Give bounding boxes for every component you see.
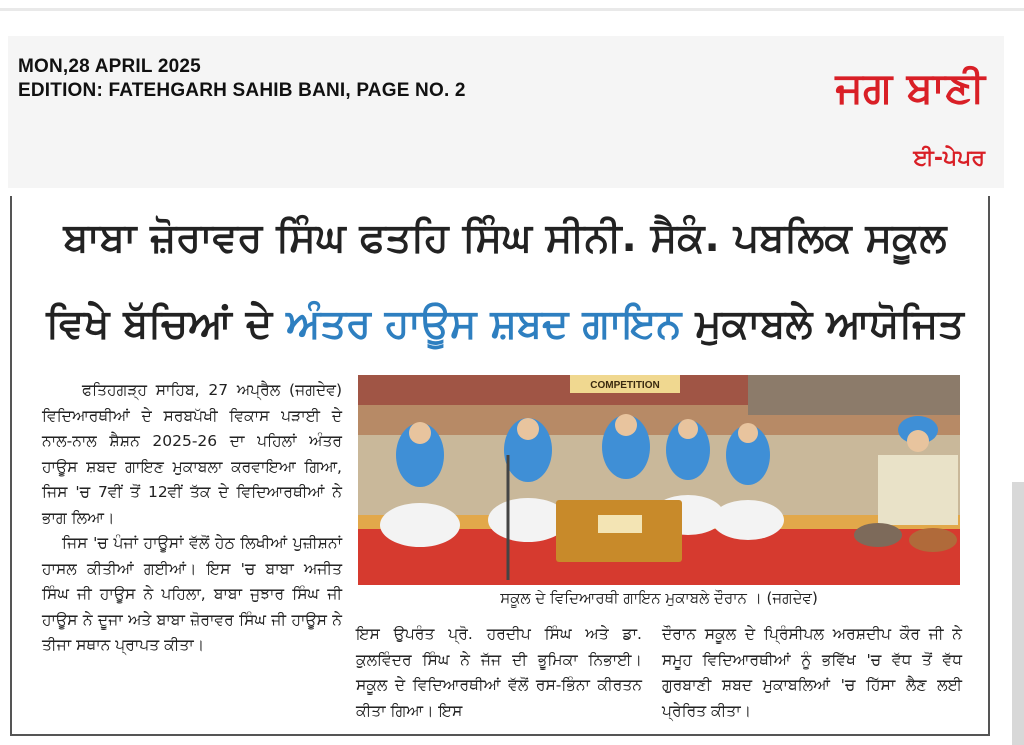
photo-caption: ਸਕੂਲ ਦੇ ਵਿਦਿਆਰਥੀ ਗਾਇਨ ਮੁਕਾਬਲੇ ਦੌਰਾਨ । (ਜਗਦੇਵ) (500, 589, 818, 607)
headline-line-1: ਬਾਬਾ ਜ਼ੋਰਾਵਰ ਸਿੰਘ ਫਤਹਿ ਸਿੰਘ ਸੀਨੀ. ਸੈਕੰ. ਪਬਲਿਕ ਸਕੂਲ (63, 215, 947, 261)
clipping-border-bottom (10, 734, 990, 736)
scrollbar-track[interactable] (1012, 482, 1024, 745)
clipping-border-left (10, 196, 12, 736)
newspaper-logo-subtitle: ਈ-ਪੇਪਰ (913, 146, 985, 171)
photo-sign-text: COMPETITION (590, 380, 660, 391)
column-2-paragraph: ਇਸ ਉਪਰੰਤ ਪ੍ਰੋ. ਹਰਦੀਪ ਸਿੰਘ ਅਤੇ ਡਾ. ਕੁਲਵਿੰਦਰ ਸਿੰਘ ਨੇ ਜੱਜ ਦੀ ਭੂਮਿਕਾ ਨਿਭਾਈ। ਸਕੂਲ ਦੇ ਵਿਦਿਆਰਥੀਆਂ ਵੱਲੋਂ ਰਸ-ਭਿੰਨਾ ਕੀਰਤਨ ਕੀਤਾ ਗਿਆ। ਇਸ (356, 625, 642, 720)
students-singing-photo (358, 375, 960, 585)
headline-accent: ਅੰਤਰ ਹਾਊਸ ਸ਼ਬਦ ਗਾਇਨ (286, 301, 682, 347)
article-photo (358, 375, 960, 585)
headline-line-2-start: ਵਿਖੇ ਬੱਚਿਆਂ ਦੇ (46, 301, 287, 347)
article-column-3 (662, 622, 962, 724)
column-1-paragraph-1: ਫਤਿਹਗੜ੍ਹ ਸਾਹਿਬ, 27 ਅਪ੍ਰੈਲ (ਜਗਦੇਵ) ਵਿਦਿਆਰਥੀਆਂ ਦੇ ਸਰਬਪੱਖੀ ਵਿਕਾਸ ਪੜਾਈ ਦੇ ਨਾਲ-ਨਾਲ ਸ਼ੈਸ਼ਨ 2025-26 ਦਾ ਪਹਿਲਾਂ ਅੰਤਰ ਹਾਊਸ ਸ਼ਬਦ ਗਾਇਣ ਮੁਕਾਬਲਾ ਕਰਵਾਇਆ ਗਿਆ, ਜਿਸ 'ਚ 7ਵੀਂ ਤੋਂ 12ਵੀਂ ਤੱਕ ਦੇ ਵਿਦਿਆਰਥੀਆਂ ਨੇ ਭਾਗ ਲਿਆ। (42, 381, 342, 527)
article-column-2 (356, 622, 642, 724)
column-1-paragraph-2: ਜਿਸ 'ਚ ਪੰਜਾਂ ਹਾਊਸਾਂ ਵੱਲੋਂ ਹੇਠ ਲਿਖੀਆਂ ਪੁਜ਼ੀਸ਼ਨਾਂ ਹਾਸਲ ਕੀਤੀਆਂ ਗਈਆਂ। ਇਸ 'ਚ ਬਾਬਾ ਅਜੀਤ ਸਿੰਘ ਜੀ ਹਾਊਸ ਨੇ ਪਹਿਲਾ, ਬਾਬਾ ਜੁਝਾਰ ਸਿੰਘ ਜੀ ਹਾਊਸ ਨੇ ਦੂਜਾ ਅਤੇ ਬਾਬਾ ਜ਼ੋਰਾਵਰ ਸਿੰਘ ਜੀ ਹਾਊਸ ਨੇ ਤੀਜਾ ਸਥਾਨ ਪ੍ਰਾਪਤ ਕੀਤਾ। (42, 534, 342, 654)
top-border (0, 8, 1024, 11)
newspaper-logo: ਜਗ ਬਾਣੀ (835, 63, 985, 112)
headline-line-2 (40, 300, 970, 348)
headline-line-2-end: ਮੁਕਾਬਲੇ ਆਯੋਜਿਤ (681, 301, 964, 347)
article-column-1 (42, 378, 342, 659)
edition-info: EDITION: FATEHGARH SAHIB BANI, PAGE NO. 2 (18, 80, 466, 101)
clipping-border-right (988, 196, 990, 736)
edition-date: MON,28 APRIL 2025 (18, 56, 201, 77)
column-3-paragraph: ਦੌਰਾਨ ਸਕੂਲ ਦੇ ਪ੍ਰਿੰਸੀਪਲ ਅਰਸ਼ਦੀਪ ਕੌਰ ਜੀ ਨੇ ਸਮੂਹ ਵਿਦਿਆਰਥੀਆਂ ਨੂੰ ਭਵਿੱਖ 'ਚ ਵੱਧ ਤੋਂ ਵੱਧ ਗੁਰਬਾਣੀ ਸ਼ਬਦ ਮੁਕਾਬਲਿਆਂ 'ਚ ਹਿੱਸਾ ਲੈਣ ਲਈ ਪ੍ਰੇਰਿਤ ਕੀਤਾ। (662, 625, 962, 720)
